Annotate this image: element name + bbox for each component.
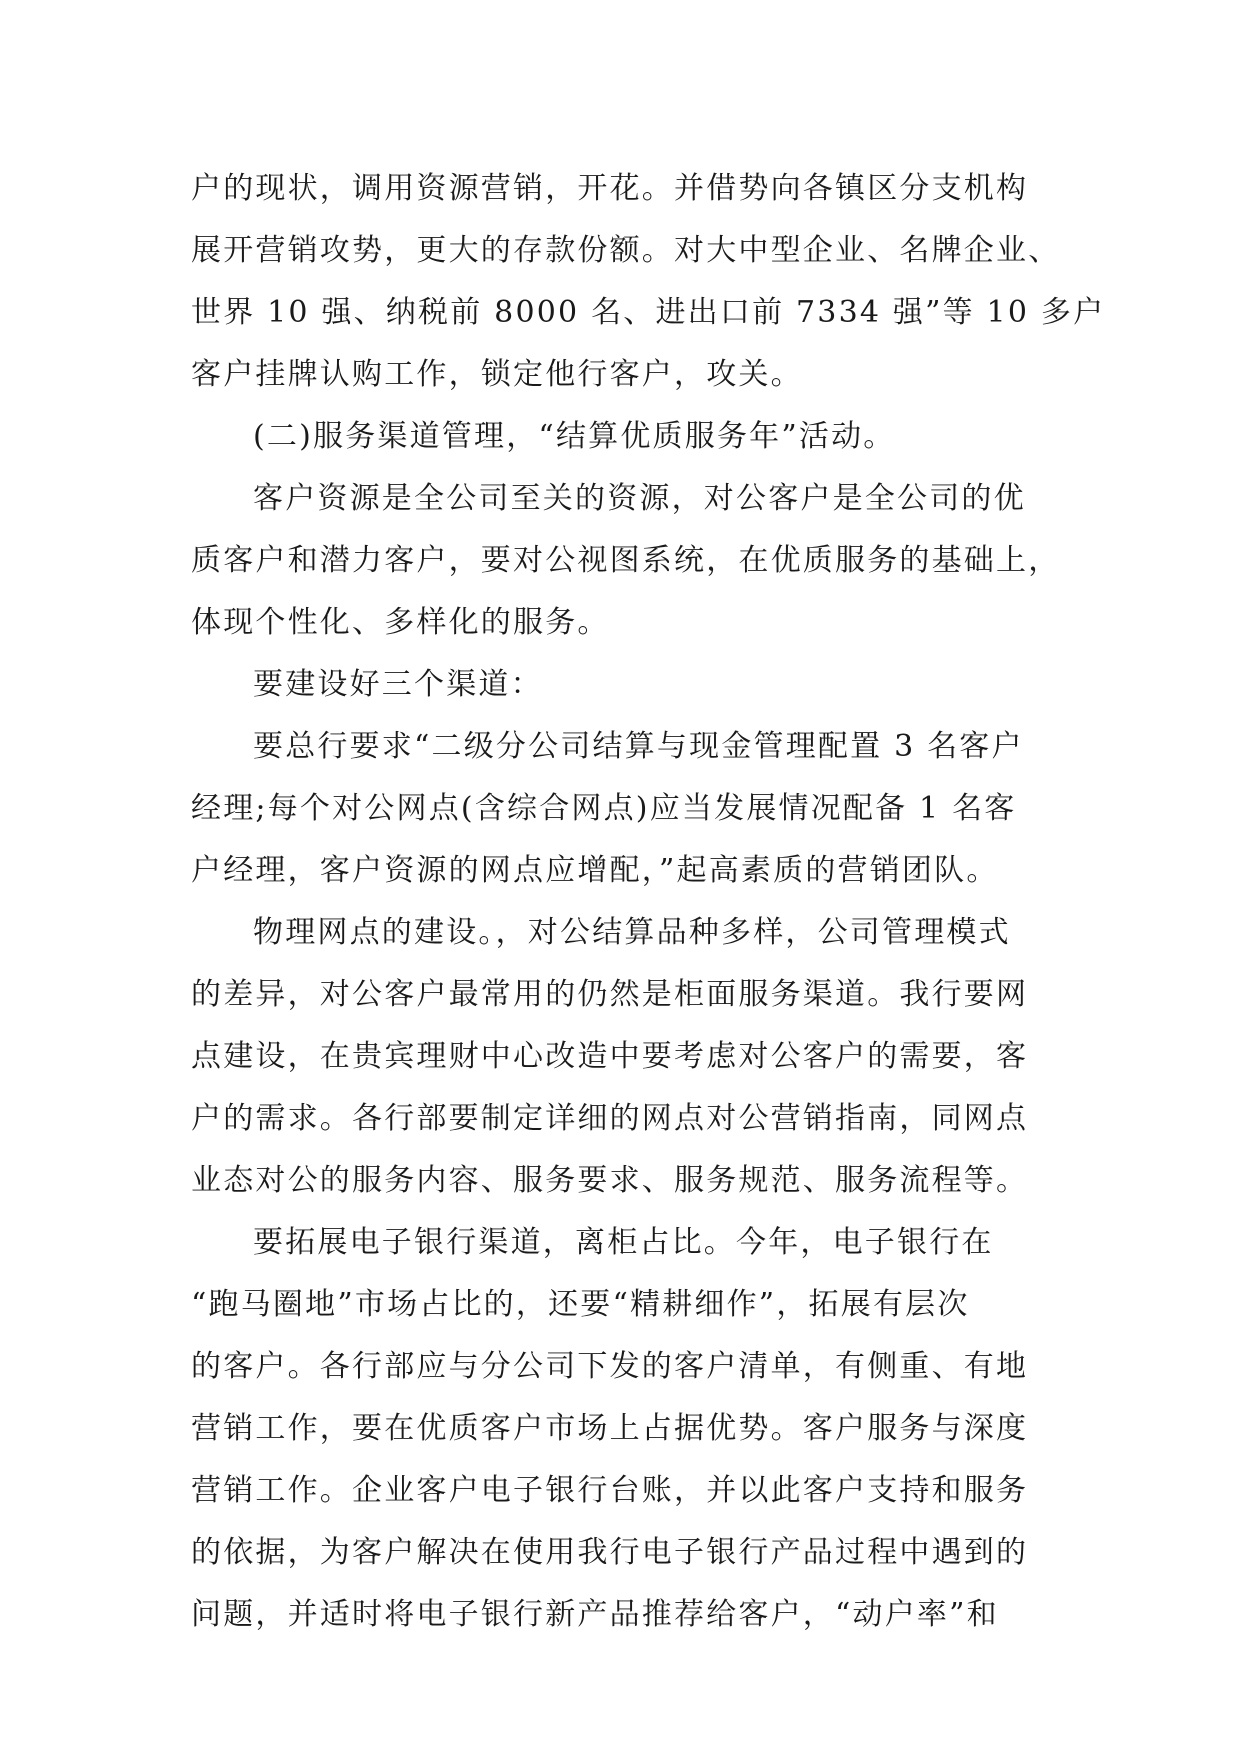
text-line: 户的现状，调用资源营销，开花。并借势向各镇区分支机构: [191, 171, 1029, 206]
text-line: “跑马圈地”市场占比的，还要“精耕细作”，拓展有层次: [191, 1287, 970, 1322]
text-line: 点建设，在贵宾理财中心改造中要考虑对公客户的需要，客: [191, 1039, 1029, 1074]
text-line: 的依据，为客户解决在使用我行电子银行产品过程中遇到的: [191, 1535, 1029, 1570]
section-heading: (二)服务渠道管理，“结算优质服务年”活动。: [253, 419, 896, 454]
text-line: 世界 10 强、纳税前 8000 名、进出口前 7334 强”等 10 多户: [191, 295, 1106, 330]
paragraph-start-line: 客户资源是全公司至关的资源，对公客户是全公司的优: [253, 481, 1026, 516]
text-line: 的差异，对公客户最常用的仍然是柜面服务渠道。我行要网: [191, 977, 1029, 1012]
text-line: 营销工作，要在优质客户市场上占据优势。客户服务与深度: [191, 1411, 1029, 1446]
paragraph-start-line: 物理网点的建设。，对公结算品种多样，公司管理模式: [253, 915, 1011, 950]
document-body: [191, 158, 1106, 1646]
text-line: 业态对公的服务内容、服务要求、服务规范、服务流程等。: [191, 1163, 1029, 1198]
text-line: 户的需求。各行部要制定详细的网点对公营销指南，同网点: [191, 1101, 1029, 1136]
paragraph-start-line: 要总行要求“二级分公司结算与现金管理配置 3 名客户: [253, 729, 1024, 764]
text-line: 问题，并适时将电子银行新产品推荐给客户，“动户率”和: [191, 1597, 999, 1632]
text-line: 客户挂牌认购工作，锁定他行客户，攻关。: [191, 357, 803, 392]
paragraph-start-line: 要拓展电子银行渠道，离柜占比。今年，电子银行在: [253, 1225, 994, 1260]
paragraph-start-line: 要建设好三个渠道：: [253, 667, 543, 702]
text-line: 户经理，客户资源的网点应增配，”起高素质的营销团队。: [191, 853, 999, 888]
text-line: 的客户。各行部应与分公司下发的客户清单，有侧重、有地: [191, 1349, 1029, 1384]
text-line: 经理;每个对公网点(含综合网点)应当发展情况配备 1 名客: [191, 791, 1017, 826]
text-line: 体现个性化、多样化的服务。: [191, 605, 610, 640]
text-line: 质客户和潜力客户，要对公视图系统，在优质服务的基础上，: [191, 543, 1061, 578]
text-line: 营销工作。企业客户电子银行台账，并以此客户支持和服务: [191, 1473, 1029, 1508]
text-line: 展开营销攻势，更大的存款份额。对大中型企业、名牌企业、: [191, 233, 1061, 268]
